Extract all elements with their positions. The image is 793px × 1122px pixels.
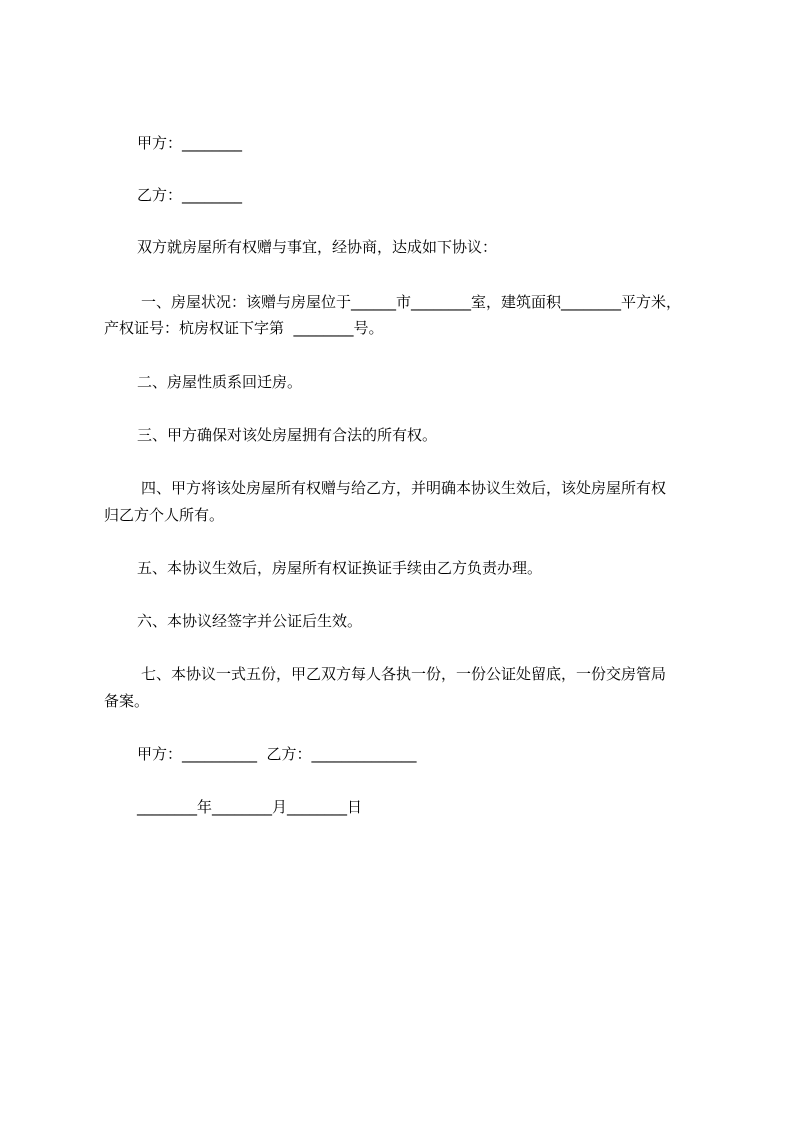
clause-7-line-1: 七、本协议一式五份，甲乙双方每人各执一份，一份公证处留底，一份交房管局 [141, 665, 667, 683]
clause-4-line-1: 四、甲方将该处房屋所有权赠与给乙方，并明确本协议生效后，该处房屋所有权 [141, 479, 667, 497]
date-line: ________年________月________日 [137, 798, 363, 816]
clause-1-line-1: 一、房屋状况：该赠与房屋位于______市________室，建筑面积________平方米， [141, 293, 682, 311]
signature-line: 甲方：__________ 乙方：______________ [137, 745, 417, 763]
clause-7-line-2: 备案。 [104, 692, 150, 710]
clause-2: 二、房屋性质系回迁房。 [137, 373, 303, 391]
party-b-line: 乙方：________ [137, 186, 243, 204]
party-a-line: 甲方：________ [137, 134, 243, 152]
intro-paragraph: 双方就房屋所有权赠与事宜，经协商，达成如下协议： [137, 238, 498, 256]
clause-5: 五、本协议生效后，房屋所有权证换证手续由乙方负责办理。 [137, 559, 543, 577]
clause-6: 六、本协议经签字并公证后生效。 [137, 612, 363, 630]
clause-1-line-2: 产权证号：杭房权证下字第 ________号。 [104, 319, 384, 337]
clause-3: 三、甲方确保对该处房屋拥有合法的所有权。 [137, 426, 438, 444]
clause-4-line-2: 归乙方个人所有。 [104, 506, 225, 524]
